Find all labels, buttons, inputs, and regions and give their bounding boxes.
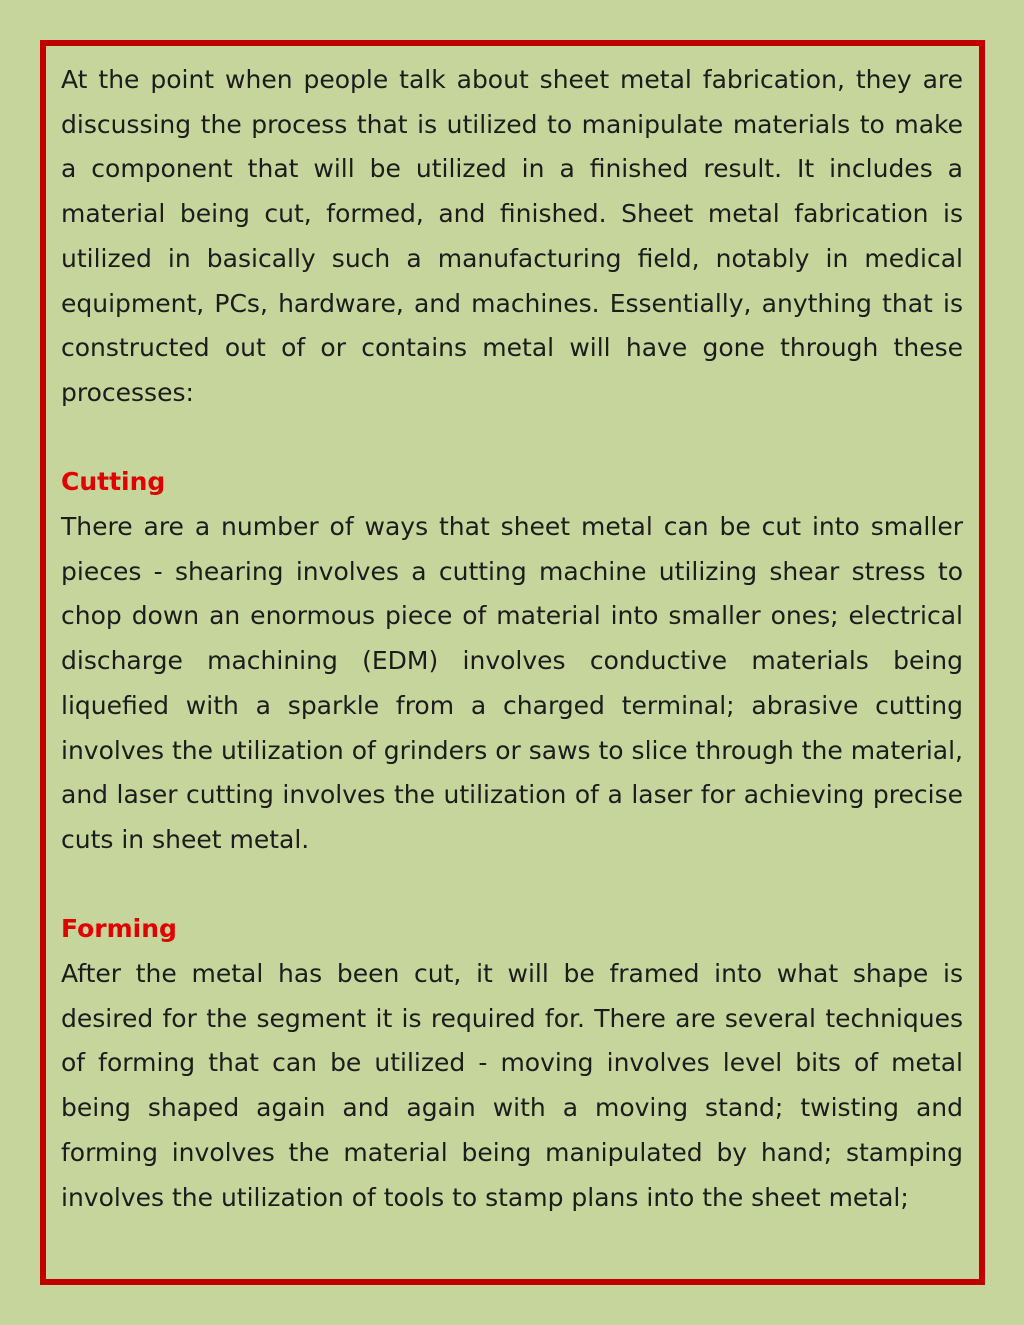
spacer (61, 863, 963, 908)
document-body (61, 58, 963, 1220)
section-heading-cutting: Cutting (61, 467, 166, 497)
section-body-cutting: There are a number of ways that sheet metal can be cut into smaller pieces - shearing involves a cutting machine utilizing shear stress to chop down an enormous piece of material into smaller ones; electrical discharge machining (EDM) involves conductive materials being liquefied with a sparkle from a charged terminal; abrasive cutting involves the utilization of grinders or saws to slice through the material, and laser cutting involves the utilization of a laser for achieving precise cuts in sheet metal. (61, 512, 963, 854)
intro-paragraph: At the point when people talk about sheet metal fabrication, they are discussing the process that is utilized to manipulate materials to make a component that will be utilized in a finished result. It includes a material being cut, formed, and finished. Sheet metal fabrication is utilized in basically such a manufacturing field, notably in medical equipment, PCs, hardware, and machines. Essentially, anything that is constructed out of or contains metal will have gone through these processes: (61, 65, 963, 407)
section-heading-forming: Forming (61, 914, 177, 944)
section-body-forming: After the metal has been cut, it will be framed into what shape is desired for the segment it is required for. There are several techniques of forming that can be utilized - moving involves level bits of metal being shaped again and again with a moving stand; twisting and forming involves the material being manipulated by hand; stamping involves the utilization of tools to stamp plans into the sheet metal; (61, 959, 963, 1212)
spacer (61, 416, 963, 461)
